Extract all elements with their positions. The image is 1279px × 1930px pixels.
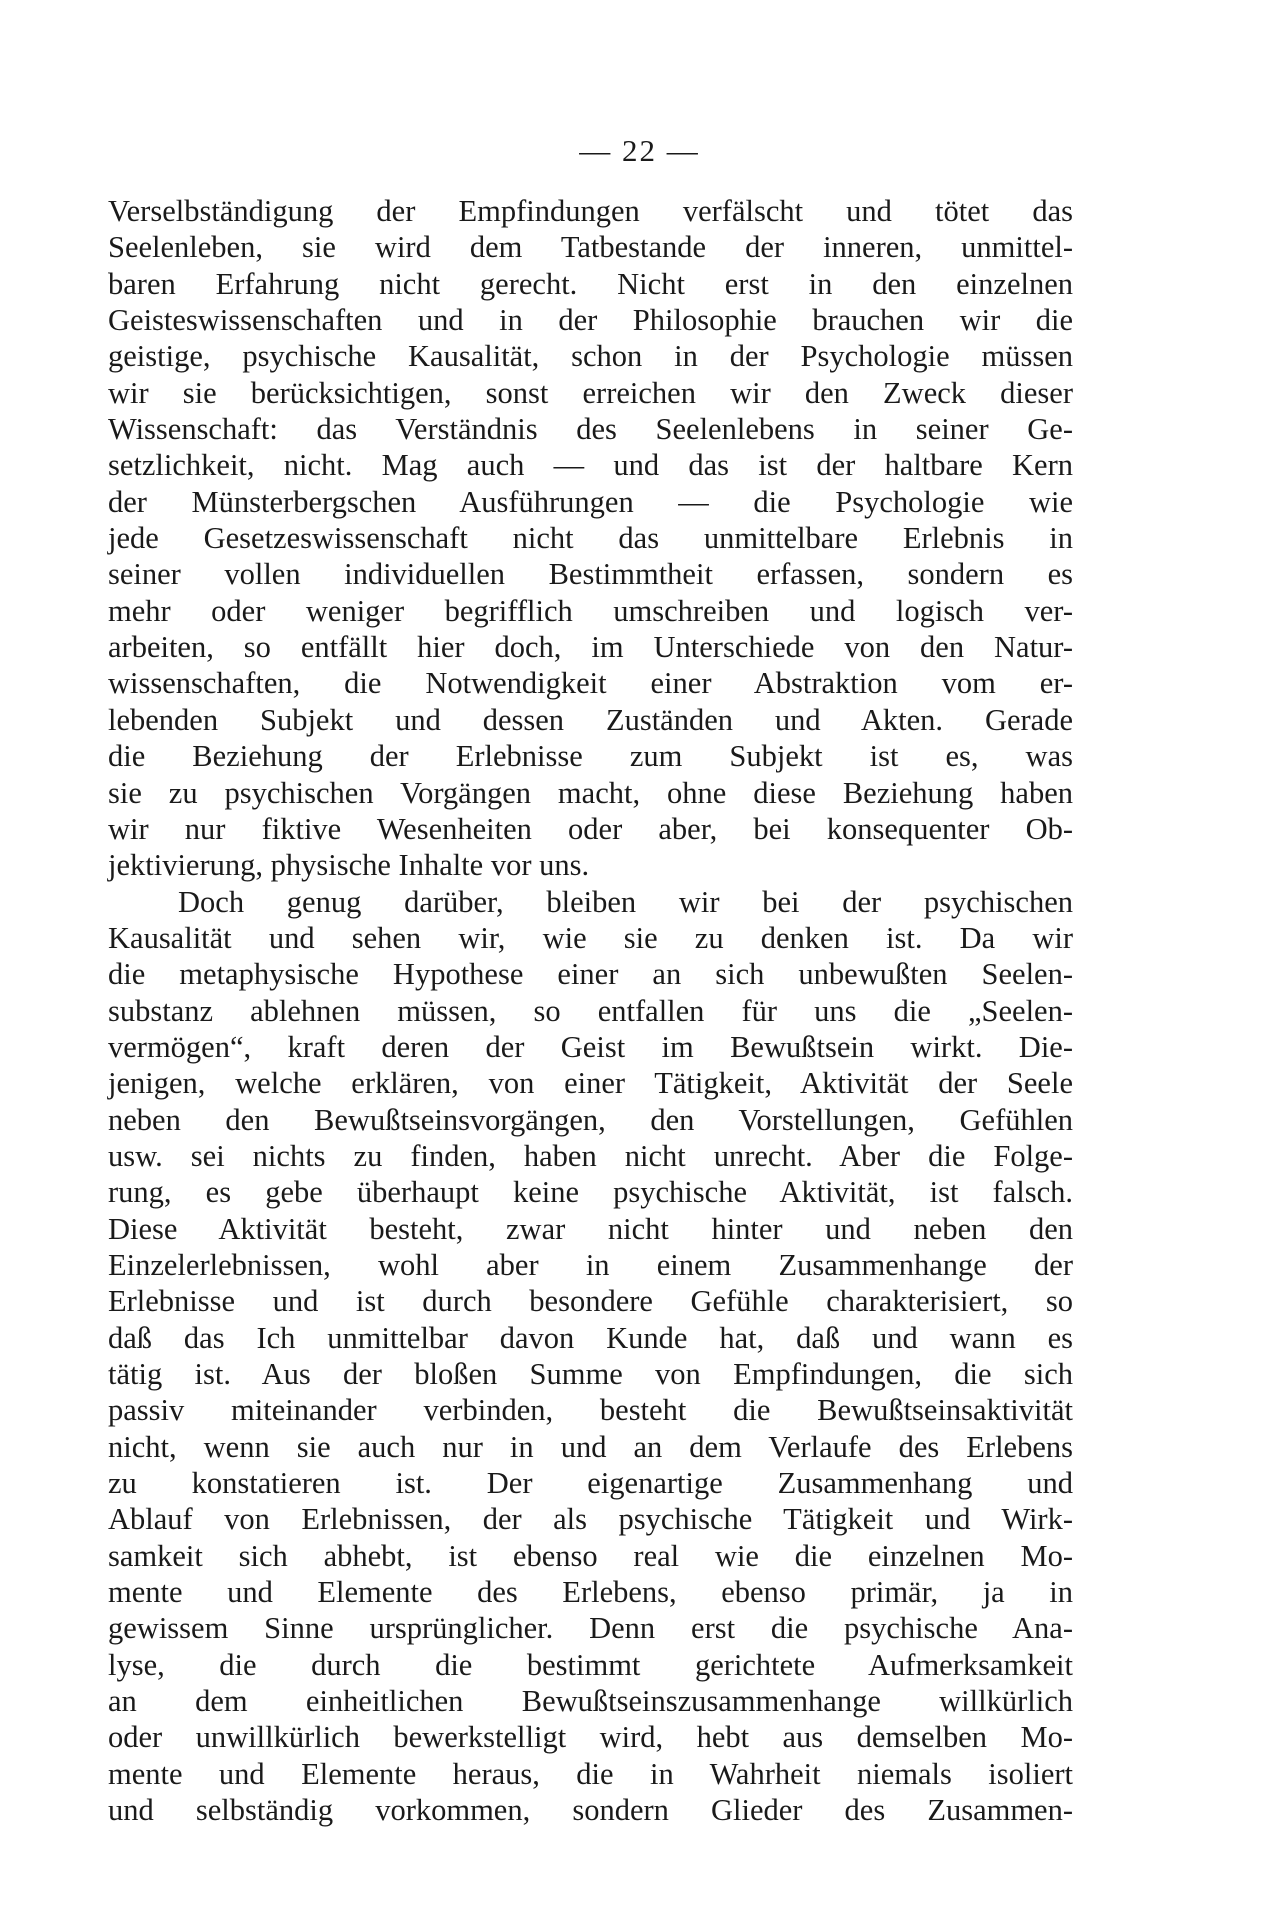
text-line: Geisteswissenschaften und in der Philosophie brauchen wir die (108, 303, 1073, 338)
text-line: Ablauf von Erlebnissen, der als psychische Tätigkeit und Wirk- (108, 1502, 1073, 1537)
text-line: mente und Elemente des Erlebens, ebenso primär, ja in (108, 1575, 1073, 1610)
text-line: lyse, die durch die bestimmt gerichtete Aufmerksamkeit (108, 1647, 1073, 1682)
text-line: sie zu psychischen Vorgängen macht, ohne diese Beziehung haben (108, 775, 1073, 810)
paragraph-end-line: jektivierung, physische Inhalte vor uns. (108, 848, 590, 883)
text-line: gewissem Sinne ursprünglicher. Denn erst die psychische Ana- (108, 1611, 1073, 1646)
text-line: passiv miteinander verbinden, besteht die Bewußtseinsaktivität (108, 1393, 1073, 1428)
text-line: substanz ablehnen müssen, so entfallen für uns die „Seelen- (108, 993, 1073, 1028)
text-line: seiner vollen individuellen Bestimmtheit erfassen, sondern es (108, 557, 1073, 592)
text-line: rung, es gebe überhaupt keine psychische Aktivität, ist falsch. (108, 1175, 1073, 1210)
text-line: samkeit sich abhebt, ist ebenso real wie die einzelnen Mo- (108, 1538, 1073, 1573)
text-line: nicht, wenn sie auch nur in und an dem Verlaufe des Erlebens (108, 1429, 1073, 1464)
body-text (108, 193, 1073, 1828)
text-line: jenigen, welche erklären, von einer Tätigkeit, Aktivität der Seele (108, 1066, 1073, 1101)
text-line: Kausalität und sehen wir, wie sie zu denken ist. Da wir (108, 920, 1073, 955)
text-line: die Beziehung der Erlebnisse zum Subjekt ist es, was (108, 739, 1073, 774)
page-number: — 22 — (579, 133, 700, 168)
text-line: wir nur fiktive Wesenheiten oder aber, bei konsequenter Ob- (108, 811, 1073, 846)
text-line: usw. sei nichts zu finden, haben nicht unrecht. Aber die Folge- (108, 1138, 1073, 1173)
text-line: tätig ist. Aus der bloßen Summe von Empfindungen, die sich (108, 1357, 1073, 1391)
text-line: Wissenschaft: das Verständnis des Seelenlebens in seiner Ge- (108, 412, 1073, 447)
text-line: daß das Ich unmittelbar davon Kunde hat, daß und wann es (108, 1320, 1073, 1355)
text-line: Verselbständigung der Empfindungen verfälscht und tötet das (108, 194, 1073, 228)
text-line: Erlebnisse und ist durch besondere Gefühle charakterisiert, so (108, 1284, 1073, 1319)
text-line: Einzelerlebnissen, wohl aber in einem Zusammenhange der (108, 1247, 1073, 1282)
text-line: geistige, psychische Kausalität, schon in der Psychologie müssen (108, 339, 1073, 374)
text-line: setzlichkeit, nicht. Mag auch — und das ist der haltbare Kern (108, 448, 1073, 483)
text-line: oder unwillkürlich bewerkstelligt wird, hebt aus demselben Mo- (108, 1720, 1073, 1755)
text-line: und selbständig vorkommen, sondern Glieder des Zusammen- (108, 1793, 1073, 1828)
text-line: zu konstatieren ist. Der eigenartige Zusammenhang und (108, 1466, 1073, 1501)
text-line: arbeiten, so entfällt hier doch, im Unterschiede von den Natur- (108, 630, 1073, 665)
text-line: wissenschaften, die Notwendigkeit einer Abstraktion vom er- (108, 666, 1073, 701)
text-line: lebenden Subjekt und dessen Zuständen und Akten. Gerade (108, 702, 1073, 737)
text-line: die metaphysische Hypothese einer an sich unbewußten Seelen- (108, 957, 1073, 992)
text-line: baren Erfahrung nicht gerecht. Nicht erst in den einzelnen (108, 266, 1073, 301)
text-line: Seelenleben, sie wird dem Tatbestande der inneren, unmittel- (108, 230, 1073, 265)
text-line: neben den Bewußtseinsvorgängen, den Vorstellungen, Gefühlen (108, 1102, 1073, 1137)
text-line: wir sie berücksichtigen, sonst erreichen wir den Zweck dieser (108, 375, 1073, 410)
text-line: mente und Elemente heraus, die in Wahrheit niemals isoliert (108, 1756, 1073, 1791)
text-line: vermögen“, kraft deren der Geist im Bewußtsein wirkt. Die- (108, 1029, 1073, 1064)
text-line: der Münsterbergschen Ausführungen — die Psychologie wie (108, 484, 1073, 519)
paragraph-start-line: Doch genug darüber, bleiben wir bei der psychischen (178, 884, 1073, 919)
text-line: mehr oder weniger begrifflich umschreiben und logisch ver- (108, 593, 1073, 628)
text-line: Diese Aktivität besteht, zwar nicht hinter und neben den (108, 1211, 1073, 1246)
text-line: an dem einheitlichen Bewußtseinszusammenhange willkürlich (108, 1684, 1073, 1719)
text-line: jede Gesetzeswissenschaft nicht das unmittelbare Erlebnis in (108, 521, 1073, 556)
